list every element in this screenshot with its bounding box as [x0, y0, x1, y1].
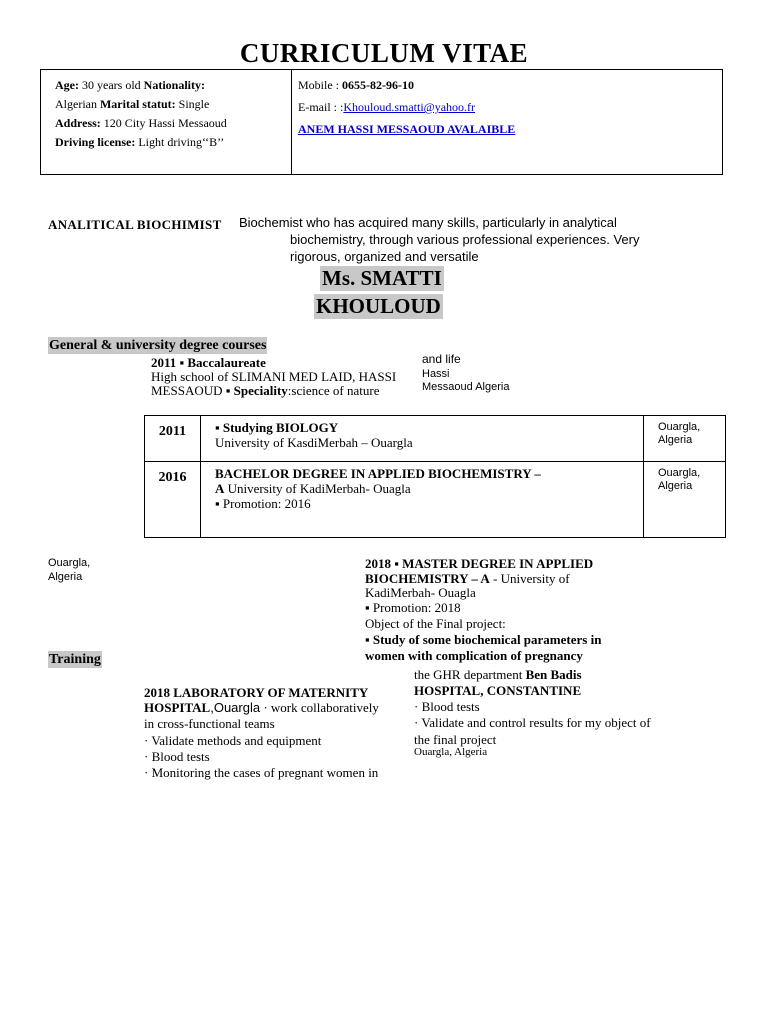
training-right-line5: the final project: [414, 732, 497, 747]
training-left-title2-rest: ,Ouargla: [210, 700, 261, 715]
mobile-value: 0655-82-96-10: [342, 78, 414, 92]
mobile-label: Mobile :: [298, 78, 342, 92]
degree-details: [201, 462, 644, 538]
candidate-name-line1: Ms. SMATTI: [322, 266, 442, 290]
mobile-line: [298, 76, 718, 95]
training-right-line1-bold: Ben Badis: [525, 667, 582, 682]
age-nationality-line: [55, 76, 285, 95]
contact-details: [298, 76, 718, 139]
table-row: [145, 462, 726, 538]
marital-value: Single: [175, 97, 210, 111]
training-right-line3: · Blood tests: [414, 699, 480, 714]
nationality-label: Nationality:: [143, 78, 205, 92]
age-value: 30 years old: [79, 78, 144, 92]
training-left-title2-bold: HOSPITAL: [144, 700, 211, 715]
training-heading: Training: [49, 652, 101, 667]
degree-location-line2: Algeria: [658, 480, 693, 492]
education-heading: General & university degree courses: [49, 338, 267, 353]
license-label: Driving license:: [55, 135, 136, 149]
degree-location: [644, 462, 726, 538]
training-heading-wrap: [48, 650, 102, 668]
degree-title-tail: A: [215, 481, 225, 496]
master-line3: KadiMerbah- Ouagla: [365, 585, 476, 600]
bac-title: 2011 ▪ Baccalaureate: [151, 355, 266, 370]
bac-line2: [151, 383, 379, 398]
training-left-title2-tail: · work collaboratively: [260, 700, 379, 715]
nationality-value: Algerian: [55, 97, 100, 111]
master-location-line1: Ouargla,: [48, 557, 91, 569]
degree-location-line1: Ouargla,: [658, 421, 701, 433]
bac-speciality-label: Speciality: [233, 383, 288, 398]
bac-line1: High school of SLIMANI MED LAID, HASSI: [151, 369, 397, 384]
nationality-marital-line: [55, 95, 285, 114]
candidate-name-line2: KHOULOUD: [316, 294, 441, 318]
candidate-name-line2-wrap: [314, 294, 443, 319]
degree-line1: University of KasdiMerbah – Ouargla: [215, 435, 413, 450]
personal-info-box: [40, 69, 723, 175]
training-right-line4: · Validate and control results for my object of: [414, 715, 651, 730]
training-right-line1: [414, 667, 582, 682]
degree-line1: University of KadiMerbah- Ouagla: [224, 481, 411, 496]
degree-details: [201, 416, 644, 462]
education-heading-wrap: [48, 336, 267, 354]
degree-year: 2011: [145, 416, 201, 462]
degree-title: ▪ Studying BIOLOGY: [215, 420, 339, 435]
training-right-line6: Ouargla, Algeria: [414, 746, 488, 758]
degree-year: 2016: [145, 462, 201, 538]
email-label: E-mail : :: [298, 100, 344, 114]
marital-label: Marital statut:: [99, 97, 176, 111]
degree-location: [644, 416, 726, 462]
master-line7: women with complication of pregnancy: [365, 648, 583, 663]
license-value: Light driving‘‘B’’: [135, 135, 225, 149]
training-right-line1-pre: the GHR department: [414, 667, 526, 682]
master-title-line2-bold: BIOCHEMISTRY – A: [365, 571, 490, 586]
master-line6: ▪ Study of some biochemical parameters in: [365, 632, 602, 647]
profile-summary-line2: biochemistry, through various professional experiences. Very: [290, 232, 640, 247]
profile-tag: ANALITICAL BIOCHIMIST: [48, 217, 222, 232]
address-label: Address:: [55, 116, 101, 130]
table-row: [145, 416, 726, 462]
address-line: [55, 114, 285, 133]
address-value: 120 City Hassi Messaoud: [100, 116, 227, 130]
email-line: [298, 98, 718, 117]
master-location-line2: Algeria: [48, 571, 83, 583]
profile-summary-line3: rigorous, organized and versatile: [290, 249, 479, 264]
training-left-line5: · Blood tests: [144, 749, 210, 764]
degree-line1-wrap: [215, 481, 643, 496]
training-right-line2: HOSPITAL, CONSTANTINE: [414, 683, 582, 698]
bac-speciality-value: :science of nature: [287, 383, 380, 398]
bac-side-line3: Messaoud Algeria: [422, 381, 510, 393]
profile-summary-line1: Biochemist who has acquired many skills, particularly in analytical: [239, 215, 617, 230]
master-title-line2-rest: - University of: [489, 571, 570, 586]
email-link[interactable]: Khouloud.smatti@yahoo.fr: [343, 100, 476, 114]
document-title: CURRICULUM VITAE: [239, 38, 529, 68]
master-line5: Object of the Final project:: [365, 616, 506, 631]
training-left-line4: · Validate methods and equipment: [144, 733, 322, 748]
training-left-line6: · Monitoring the cases of pregnant women in: [144, 765, 379, 780]
degree-title: BACHELOR DEGREE IN APPLIED BIOCHEMISTRY –: [215, 466, 541, 481]
candidate-name-line1-wrap: [320, 266, 444, 291]
age-label: Age:: [55, 78, 79, 92]
master-title-line2: [365, 571, 570, 586]
personal-details: [55, 76, 285, 152]
degree-line2: ▪ Promotion: 2016: [215, 496, 311, 511]
training-left-title1: 2018 LABORATORY OF MATERNITY: [144, 685, 369, 700]
bac-side-line2: Hassi: [422, 368, 450, 380]
master-line4: ▪ Promotion: 2018: [365, 600, 461, 615]
degree-table: [144, 415, 726, 538]
training-left-line3: in cross-functional teams: [144, 716, 275, 731]
master-title-line1: 2018 ▪ MASTER DEGREE IN APPLIED: [365, 556, 594, 571]
anem-link[interactable]: ANEM HASSI MESSAOUD AVALAIBLE: [298, 122, 516, 136]
info-divider: [291, 70, 292, 174]
degree-location-line2: Algeria: [658, 434, 693, 446]
license-line: [55, 133, 285, 152]
training-left-title2: [144, 700, 379, 715]
bac-side-line1: and life: [422, 352, 461, 366]
bac-line2-pre: MESSAOUD ▪: [151, 383, 234, 398]
degree-location-line1: Ouargla,: [658, 467, 701, 479]
